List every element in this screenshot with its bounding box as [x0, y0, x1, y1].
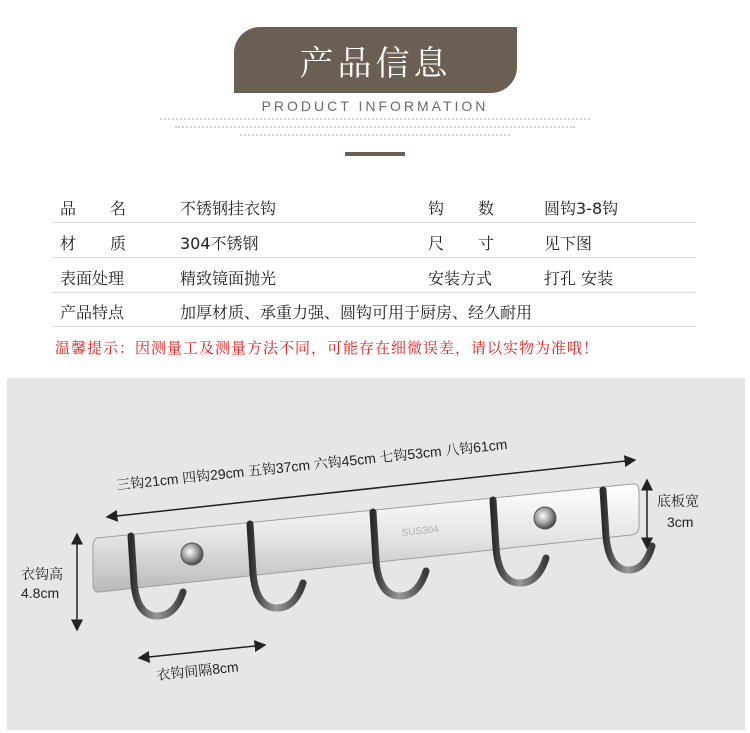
- spec-key: 表面处理: [60, 269, 125, 288]
- spec-key: 材质: [60, 234, 161, 253]
- title-banner: [234, 27, 517, 93]
- screw-icon: [534, 507, 556, 529]
- divider: [52, 292, 695, 293]
- page-title: 产品信息: [299, 43, 452, 84]
- divider: [52, 222, 695, 223]
- spacing-label: 衣钩间隔8cm: [155, 658, 240, 683]
- screw-icon: [181, 543, 203, 565]
- base-width-label: 底板宽: [657, 493, 699, 509]
- length-label: 三钩21cm 四钩29cm 五钩37cm 六钩45cm 七钩53cm 八钩61cm: [115, 436, 509, 493]
- spec-key: 尺寸: [428, 234, 529, 253]
- hook-height-label: 衣钩高: [21, 566, 63, 582]
- spec-value: 304不锈钢: [180, 234, 259, 253]
- spec-value: 打孔 安装: [544, 269, 614, 288]
- spec-value: 加厚材质、承重力强、圆钩可用于厨房、经久耐用: [180, 303, 533, 322]
- decorative-line: [240, 134, 510, 136]
- spec-key: 安装方式: [428, 269, 493, 288]
- page-subtitle: PRODUCT INFORMATION: [261, 98, 489, 114]
- measurement-note: 温馨提示：因测量工及测量方法不同，可能存在细微误差，请以实物为准哦！: [55, 339, 600, 357]
- divider: [52, 326, 695, 327]
- base-width-value: 3cm: [667, 514, 694, 530]
- product-diagram: [7, 378, 745, 730]
- accent-bar: [345, 152, 405, 156]
- decorative-line: [160, 118, 590, 120]
- spec-value: 不锈钢挂衣钩: [180, 199, 277, 218]
- spec-value: 圆钩3-8钩: [544, 199, 619, 218]
- hook-rack-illustration: [7, 378, 745, 730]
- spec-key: 产品特点: [60, 303, 125, 322]
- spec-key: 钩数: [428, 199, 529, 218]
- hook-height-value: 4.8cm: [21, 585, 60, 601]
- spec-key: 品名: [60, 199, 161, 218]
- divider: [52, 257, 695, 258]
- plate-mark: SUS304: [401, 524, 440, 539]
- spec-value: 精致镜面抛光: [180, 269, 277, 288]
- decorative-line: [175, 126, 575, 128]
- base-plate: [93, 484, 639, 592]
- spacing-arrow: [139, 645, 265, 658]
- spec-value: 见下图: [544, 234, 593, 253]
